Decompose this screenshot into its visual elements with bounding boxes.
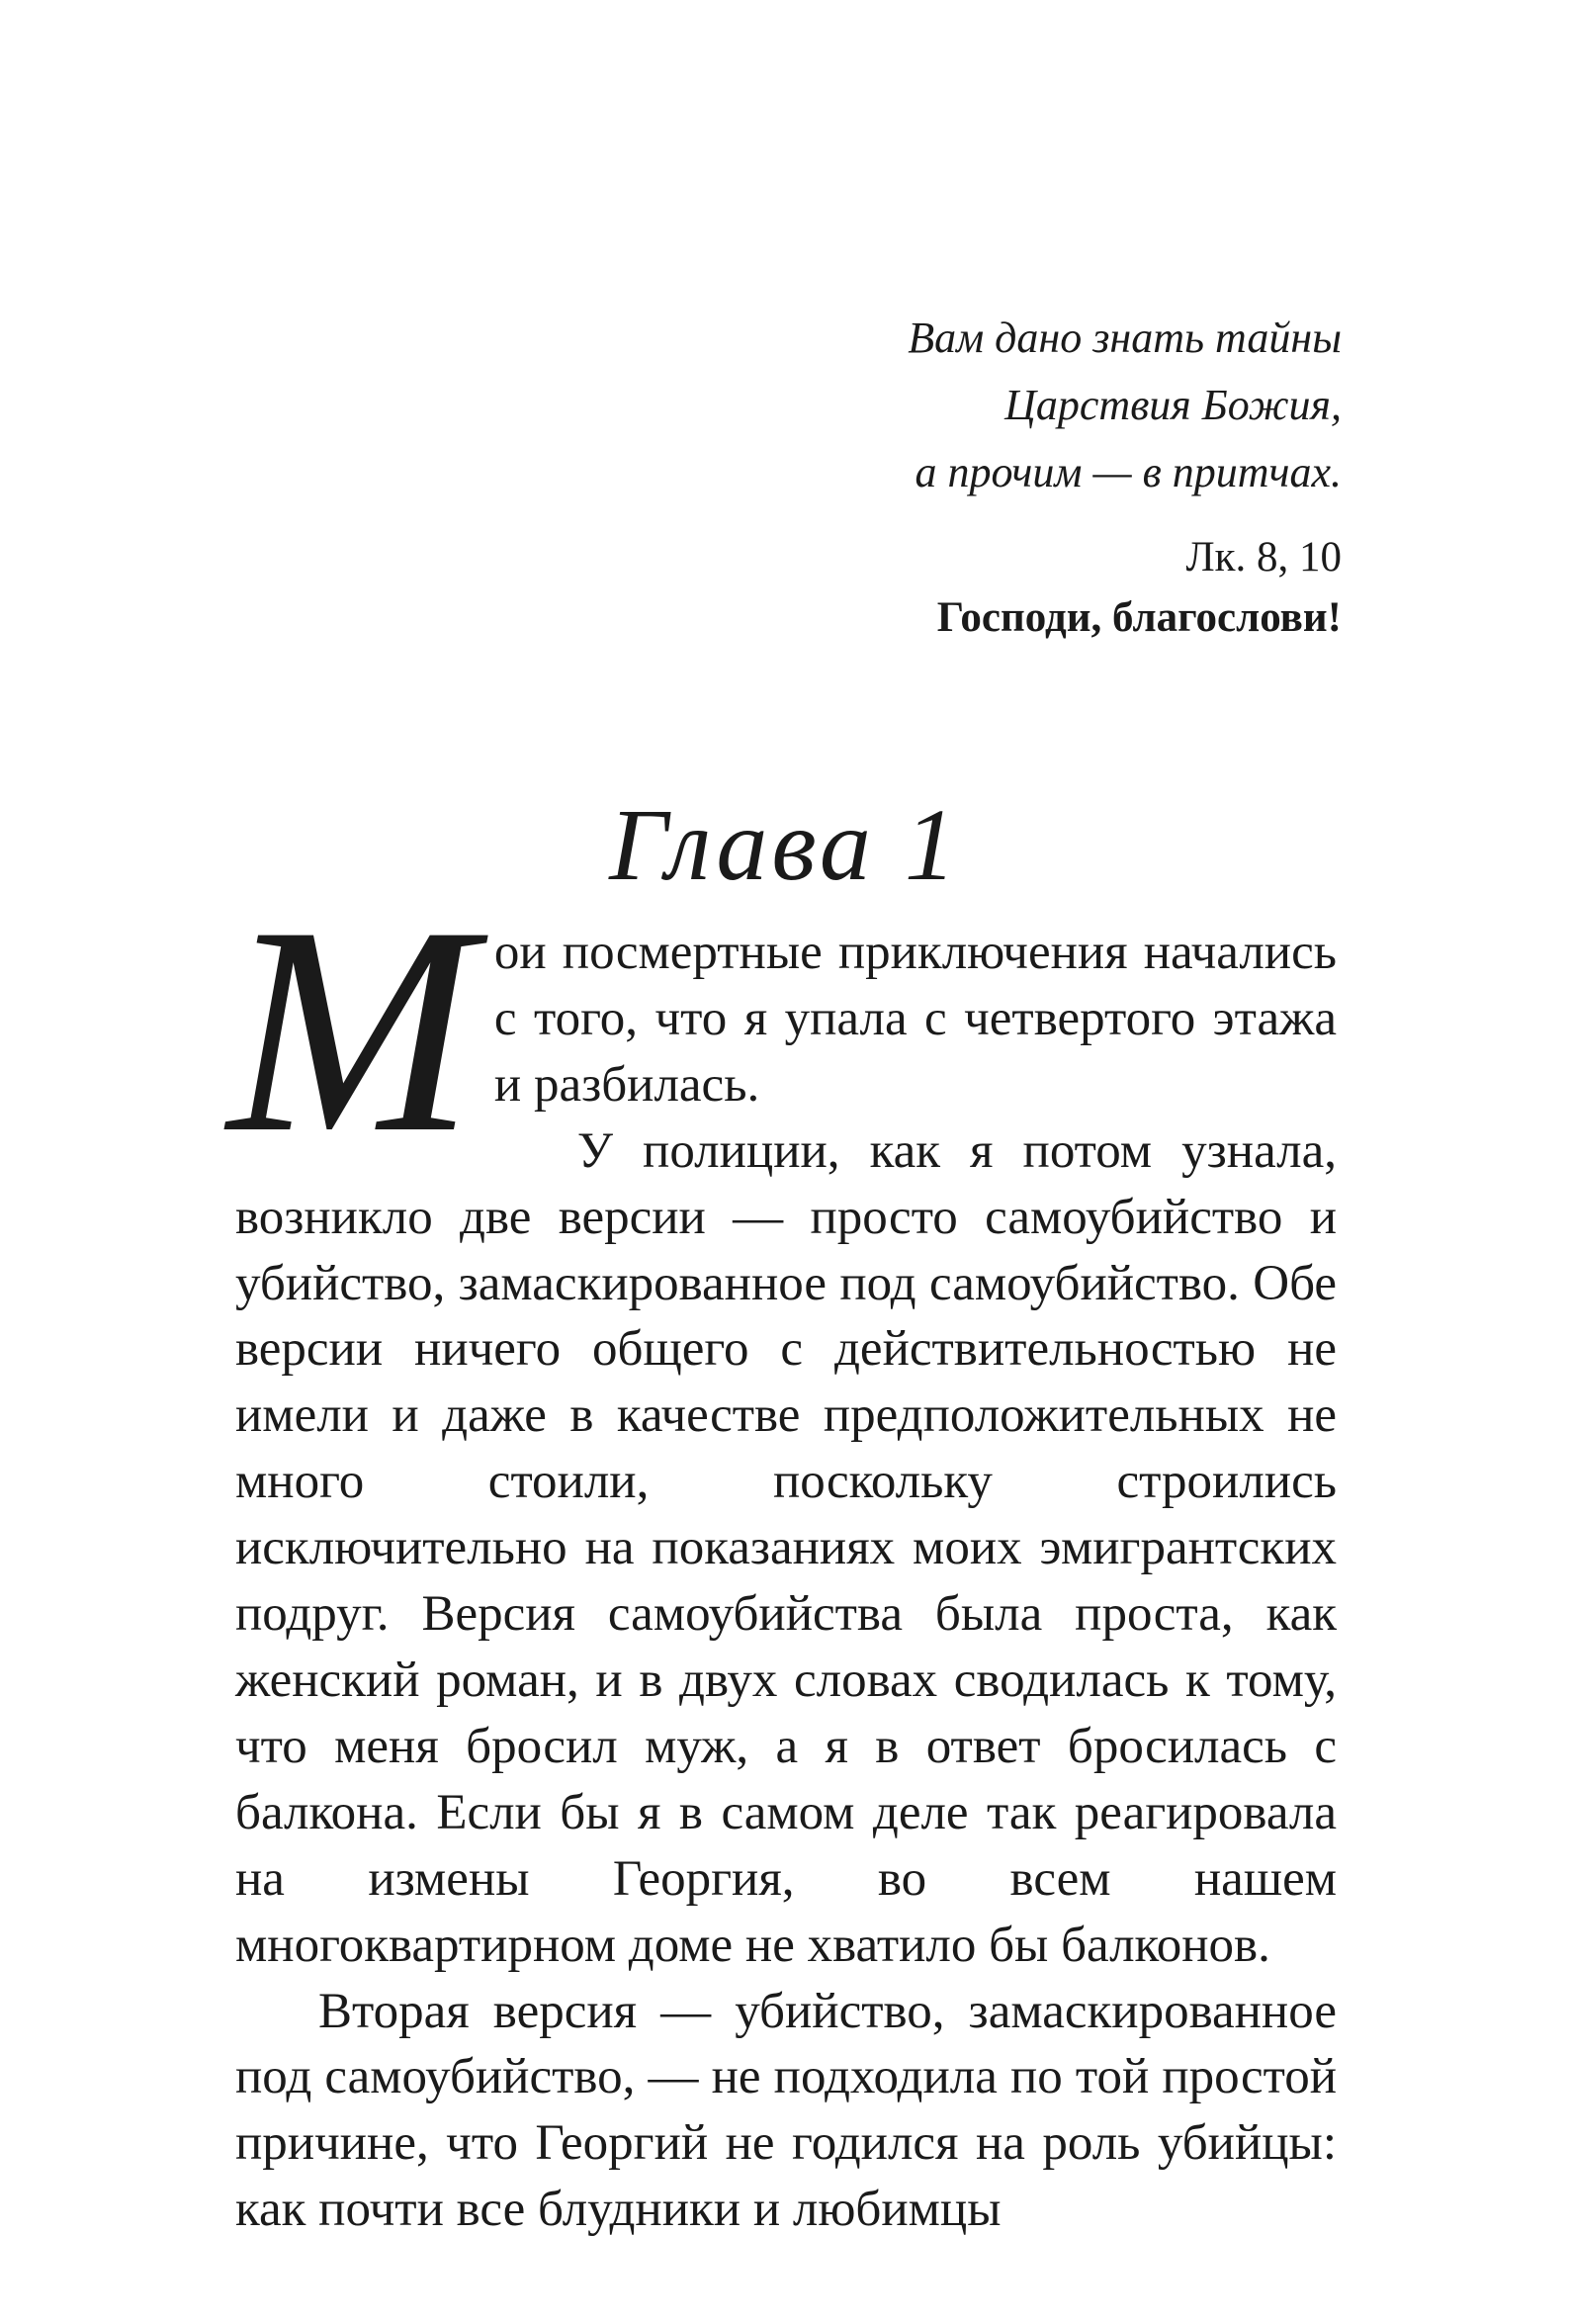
paragraph-text: ои посмертные приключения начались с того, что я упала с четвертого этажа и разбилась. [493,925,1337,1113]
drop-cap: М [227,865,475,1194]
epigraph-line: а прочим — в притчах. [915,448,1342,496]
epigraph-line: Царствия Божия, [1004,381,1342,429]
paragraph-1 [227,865,1337,1194]
epigraph [908,305,1342,587]
chapter-title: Глава 1 [609,788,960,902]
paragraph-2: У полиции, как я потом узнала, возникло две версии — просто самоубийство и убийство, замаскированное под самоубийство. Обе версии ничего общего с действительностью не имели и даже в качестве предположительных не много стоили, поскольку строились исключительно на показаниях моих эмигрантских подруг. Версия самоубийства была проста, как женский роман, и в двух словах сводилась к тому, что меня бросил муж, а я в ответ бросилась с балкона. Если бы я в самом деле так реагировала на измены Георгия, во всем нашем многоквартирном доме не хватило бы балконов. [235,1122,1337,1973]
epigraph-line: Вам дано знать тайны [908,313,1342,362]
body-text [227,865,1337,2243]
paragraph-3: Вторая версия — убийство, замаскированное под самоубийство, — не подходила по той простой причине, что Георгий не годился на роль убийцы: как почти все блудники и любимцы [235,1983,1337,2238]
blessing: Господи, благослови! [936,594,1342,641]
epigraph-reference: Лк. 8, 10 [1185,534,1342,581]
